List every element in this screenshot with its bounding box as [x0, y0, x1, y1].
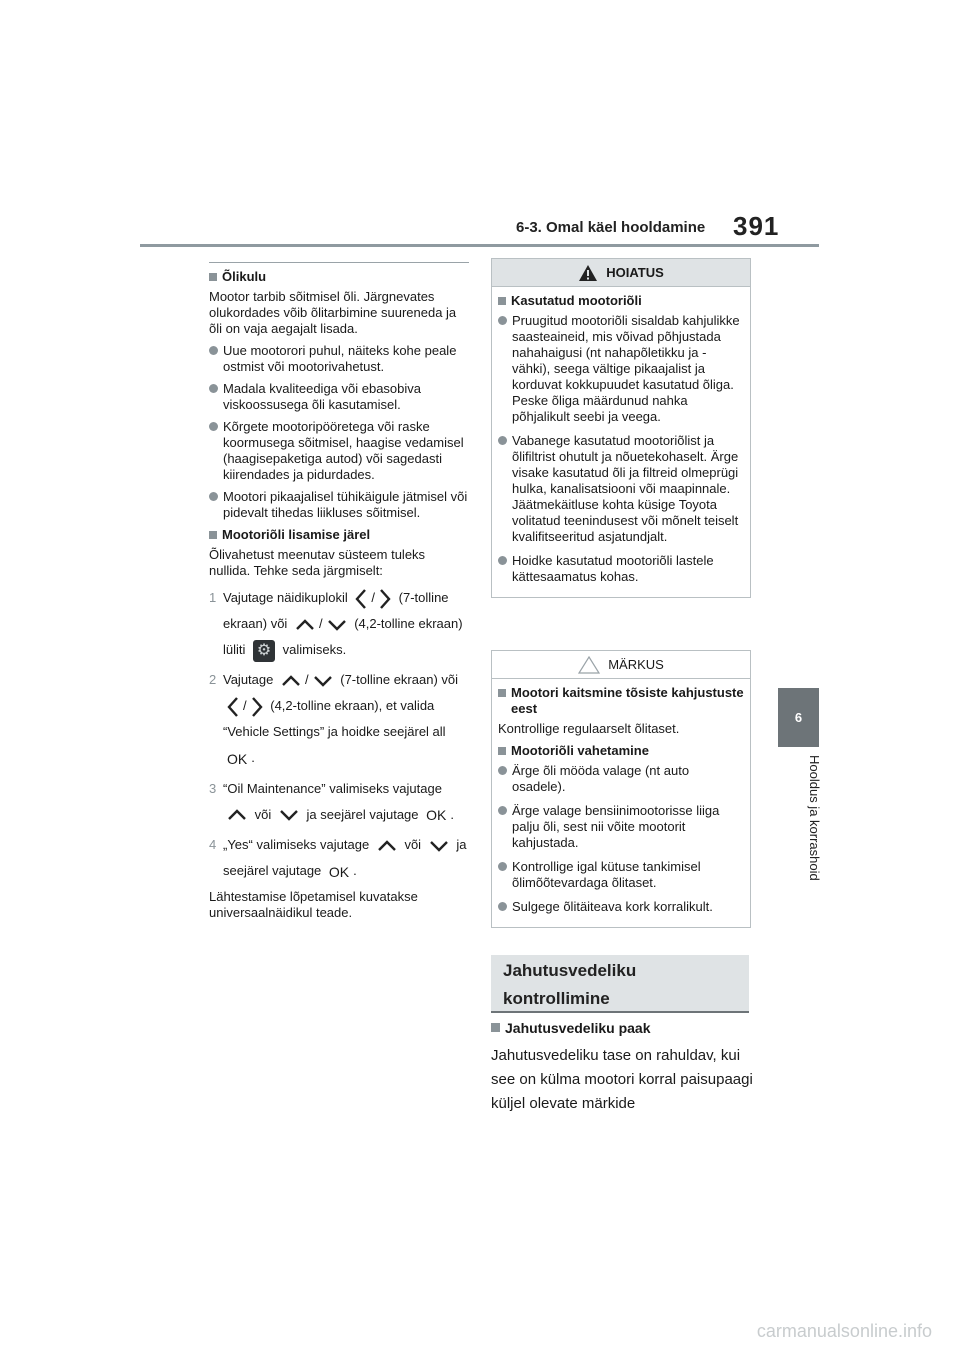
notice-triangle-icon: [578, 656, 600, 674]
paragraph: Mootor tarbib sõitmisel õli. Järgnevates olukordades võib õlitarbimine suureneda ja õli on vaja aegajalt lisada.: [209, 289, 457, 336]
chevron-up-icon: [295, 619, 315, 631]
list-item: Ärge valage bensiinimootorisse liiga palju õli, sest nii võite mootorit kahjustada.: [498, 803, 744, 851]
chevron-up-icon: [227, 809, 247, 821]
bullet-icon: [209, 346, 218, 355]
list-item: Madala kvaliteediga või ebasobiva viskoossusega õli kasutamisel.: [209, 381, 469, 413]
step-1: 1 Vajutage näidikuplokil / (7-tolline ekraan) või / (4,2-tolline ekraan) lüliti ⚙ valimiseks.: [209, 585, 469, 663]
step-2: 2 Vajutage / (7-tolline ekraan) või / (4,2-tolline ekraan), et valida “Vehicle Settings” ja hoidke seejärel all OK .: [209, 667, 469, 772]
bullet-icon: [498, 556, 507, 565]
subheading: Mootoriõli lisamise järel: [209, 527, 469, 543]
notice-header: MÄRKUS: [492, 651, 750, 679]
square-bullet-icon: [498, 689, 506, 697]
list-item: Sulgege õlitäiteava kork korralikult.: [498, 899, 744, 915]
chevron-down-icon: [429, 840, 449, 852]
square-bullet-icon: [498, 747, 506, 755]
ok-button-symbol: OK: [426, 807, 447, 824]
list-item: Kõrgete mootoripööretega või raske koormusega sõitmisel, haagise vedamisel (haagisepaketiga autod) või sagedasti kiirendades ja pidurdades.: [209, 419, 469, 483]
chevron-left-icon: [355, 588, 367, 610]
paragraph: Kontrollige regulaarselt õlitaset.: [498, 721, 680, 736]
page-number: 391: [733, 211, 780, 241]
warning-box: [491, 258, 751, 598]
list-item: Uue mootorori puhul, näiteks kohe peale ostmist või mootorivahetust.: [209, 343, 469, 375]
bullet-icon: [498, 436, 507, 445]
ok-button-symbol: OK: [328, 863, 350, 880]
paragraph: Lähtestamise lõpetamisel kuvatakse universaalnäidikul teade.: [209, 888, 418, 920]
chevron-right-icon: [251, 696, 263, 718]
chevron-down-icon: [279, 809, 299, 821]
chevron-up-icon: [281, 675, 301, 687]
list-item: Hoidke kasutatud mootoriõli lastele kättesaamatus kohas.: [498, 553, 744, 585]
list-item: Mootori pikaajalisel tühikäigule jätmisel või pidevalt tihedas liikluses sõitmisel.: [209, 489, 469, 521]
divider: [209, 262, 469, 263]
list-item: Vabanege kasutatud mootoriõlist ja õlifiltrist ohutult ja nõuetekohaselt. Ärge visake kasutatud õli ja filtreid olmeprügi hulka, kanalisatsiooni või maapinnale. Jäätmekäitluse kohta küsige Toyota volitatud teenindusest või mõnelt teiselt kvalifitseeritud asjatundjalt.: [498, 433, 744, 545]
bullet-icon: [498, 902, 507, 911]
steps-list: [209, 585, 469, 885]
warning-header: HOIATUS: [492, 259, 750, 287]
square-bullet-icon: [498, 297, 506, 305]
bullet-icon: [498, 806, 507, 815]
square-bullet-icon: [209, 273, 217, 281]
header-rule: [140, 244, 819, 247]
step-4: 4 „Yes“ valimiseks vajutage või ja seejärel vajutage OK .: [209, 832, 469, 885]
subheading: Õlikulu: [209, 269, 469, 285]
bullet-icon: [209, 492, 218, 501]
bullet-icon: [209, 384, 218, 393]
square-bullet-icon: [209, 531, 217, 539]
chevron-left-icon: [227, 696, 239, 718]
subheading: Mootori kaitsmine tõsiste kahjustuste eest: [498, 685, 744, 717]
subheading: Jahutusvedeliku paak: [491, 1016, 761, 1040]
bullet-icon: [498, 766, 507, 775]
list-item: Kontrollige igal kütuse tankimisel õlimõõtevardaga õlitaset.: [498, 859, 744, 891]
bullet-icon: [498, 316, 507, 325]
section-heading: Jahutusvedeliku kontrollimine: [491, 955, 749, 1013]
watermark: carmanualsonline.info: [756, 1321, 932, 1341]
chevron-up-icon: [377, 840, 397, 852]
gear-icon: ⚙: [253, 640, 275, 662]
notice-box: [491, 650, 751, 928]
step-3: 3 “Oil Maintenance” valimiseks vajutage või ja seejärel vajutage OK .: [209, 776, 469, 829]
square-bullet-icon: [491, 1023, 500, 1032]
subheading: Mootoriõli vahetamine: [498, 743, 744, 759]
chevron-down-icon: [313, 675, 333, 687]
bullet-icon: [498, 862, 507, 871]
chevron-down-icon: [327, 619, 347, 631]
left-column: [209, 262, 469, 927]
list-item: Ärge õli mööda valage (nt auto osadele).: [498, 763, 744, 795]
paragraph: Jahutusvedeliku tase on rahuldav, kui see on külma mootori korral paisupaagi küljel olevate märkide: [491, 1047, 753, 1112]
paragraph: Õlivahetust meenutav süsteem tuleks nullida. Tehke seda järgmiselt:: [209, 547, 426, 578]
warning-triangle-icon: [578, 264, 598, 282]
list-item: Pruugitud mootoriõli sisaldab kahjulikke saasteaineid, mis võivad põhjustada nahahaigusi (nt nahapõletikku ja -vähki), seega vältige pikaajalist ja korduvat kokkupuudet kasutatud õliga. Peske õliga määrdunud nahka põhjalikult seebi ja veega.: [498, 313, 744, 425]
chevron-right-icon: [379, 588, 391, 610]
section-header: 6-3. Omal käel hooldamine: [516, 219, 706, 236]
chapter-label: Hooldus ja korrashoid: [807, 755, 822, 881]
ok-button-symbol: OK: [227, 750, 248, 767]
subheading: Kasutatud mootoriõli: [498, 293, 744, 309]
section-body: [491, 1016, 761, 1122]
chapter-tab: 6: [778, 688, 819, 747]
bullet-icon: [209, 422, 218, 431]
